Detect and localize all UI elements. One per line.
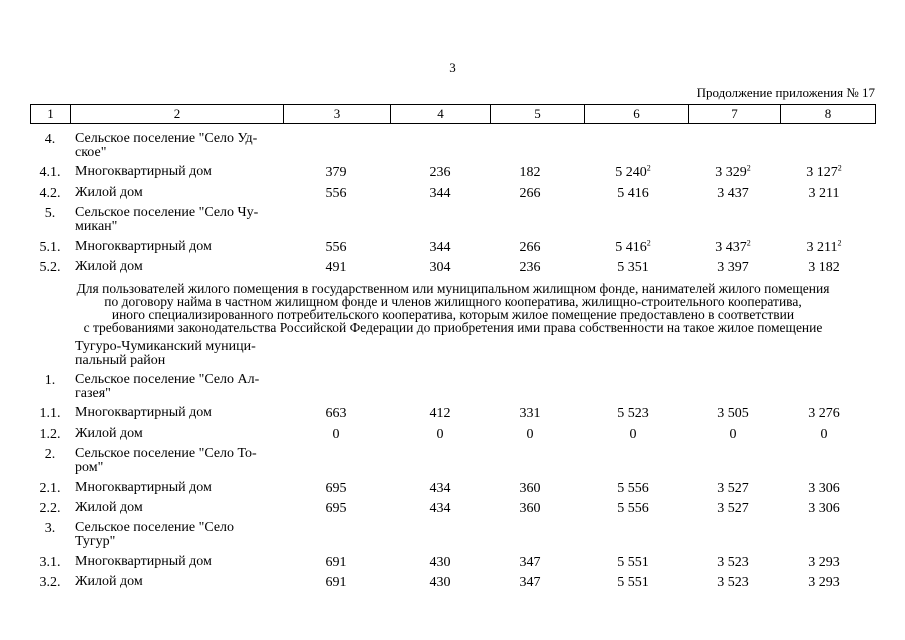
- row-value-col-8: [779, 406, 869, 422]
- row-value-col-8: [779, 186, 869, 202]
- cell-value: 266: [519, 186, 541, 201]
- cell-value: 5 416: [617, 186, 649, 201]
- row-number: 2.1.: [39, 481, 61, 496]
- cell-value: 5 240: [615, 165, 647, 180]
- header-col-4: 4: [391, 105, 491, 123]
- cell-value: 663: [325, 406, 347, 421]
- cell-value: 5 551: [617, 575, 649, 590]
- row-value-col-8: [779, 501, 869, 517]
- row-number: 3.2.: [39, 575, 61, 590]
- row-value-col-7: [688, 501, 778, 517]
- cell-value: 3 211: [806, 240, 838, 255]
- row-name: Жилой дом: [75, 500, 143, 515]
- table-row: [30, 165, 876, 185]
- row-value-col-7: [688, 186, 778, 202]
- header-col-2: 2: [71, 105, 284, 123]
- row-value-col-6: [588, 555, 678, 571]
- cell-value: 5 556: [617, 501, 649, 516]
- row-value-col-7: [688, 427, 778, 443]
- row-name: Сельское поселение "Село Тугур": [75, 520, 235, 549]
- cell-value: 430: [429, 555, 451, 570]
- row-value-col-6: [588, 575, 678, 591]
- table-row: [30, 427, 876, 447]
- row-value-col-5: [485, 501, 575, 517]
- cell-value: 236: [429, 165, 451, 180]
- row-value-col-4: [395, 575, 485, 591]
- row-value-col-3: [291, 555, 381, 571]
- row-value-col-8: [779, 165, 869, 181]
- table-row: [30, 186, 876, 206]
- cell-value: 360: [519, 481, 541, 496]
- row-value-col-3: [291, 406, 381, 422]
- header-col-6: 6: [585, 105, 689, 123]
- row-value-col-7: [688, 240, 778, 256]
- row-value-col-7: [688, 481, 778, 497]
- cell-value: 3 306: [808, 481, 840, 496]
- section-paragraph: [30, 282, 876, 334]
- header-col-5: 5: [491, 105, 585, 123]
- cell-value: 182: [519, 165, 541, 180]
- row-value-col-7: [688, 555, 778, 571]
- row-name: Сельское поселение "Село Ал- газея": [75, 372, 260, 401]
- row-value-col-3: [291, 186, 381, 202]
- row-name: Многоквартирный дом: [75, 239, 212, 254]
- row-number: 5.2.: [39, 260, 61, 275]
- row-name: Многоквартирный дом: [75, 480, 212, 495]
- cell-value: 3 211: [808, 186, 840, 201]
- row-value-col-6: [588, 240, 678, 256]
- row-number: 2.2.: [39, 501, 61, 516]
- row-name: Сельское поселение "Село Чу- микан": [75, 205, 259, 234]
- row-number: 4.2.: [39, 186, 61, 201]
- row-value-col-4: [395, 555, 485, 571]
- cell-value: 412: [429, 406, 451, 421]
- cell-value: 0: [820, 427, 828, 442]
- row-value-col-7: [688, 406, 778, 422]
- page-number: 3: [449, 60, 456, 75]
- row-value-col-3: [291, 481, 381, 497]
- cell-value: 695: [325, 501, 347, 516]
- footnote-marker: 2: [646, 238, 651, 248]
- table-row: [30, 240, 876, 260]
- footnote-marker: 2: [837, 238, 842, 248]
- row-name: Сельское поселение "Село То- ром": [75, 446, 257, 475]
- row-value-col-8: [779, 555, 869, 571]
- row-value-col-4: [395, 427, 485, 443]
- footnote-marker: 2: [837, 163, 842, 173]
- row-value-col-5: [485, 186, 575, 202]
- cell-value: 5 551: [617, 555, 649, 570]
- cell-value: 3 306: [808, 501, 840, 516]
- cell-value: 695: [325, 481, 347, 496]
- cell-value: 3 527: [717, 501, 749, 516]
- row-value-col-4: [395, 186, 485, 202]
- cell-value: 3 527: [717, 481, 749, 496]
- row-name: Жилой дом: [75, 574, 143, 589]
- row-name: Жилой дом: [75, 426, 143, 441]
- cell-value: 434: [429, 501, 451, 516]
- row-value-col-5: [485, 165, 575, 181]
- cell-value: 691: [325, 575, 347, 590]
- cell-value: 331: [519, 406, 541, 421]
- row-value-col-5: [485, 575, 575, 591]
- cell-value: 360: [519, 501, 541, 516]
- row-value-col-3: [291, 165, 381, 181]
- row-value-col-5: [485, 240, 575, 256]
- row-number: 4.: [44, 132, 56, 147]
- footnote-marker: 2: [646, 163, 651, 173]
- cell-value: 266: [519, 240, 541, 255]
- row-number: 5.1.: [39, 240, 61, 255]
- row-value-col-4: [395, 165, 485, 181]
- row-number: 3.1.: [39, 555, 61, 570]
- row-value-col-6: [588, 186, 678, 202]
- table-row: [30, 339, 876, 368]
- table-row: [30, 406, 876, 426]
- row-value-col-5: [485, 427, 575, 443]
- cell-value: 236: [519, 260, 541, 275]
- table-row: [30, 575, 876, 595]
- row-name: Многоквартирный дом: [75, 554, 212, 569]
- footnote-marker: 2: [746, 163, 751, 173]
- row-number: 1.2.: [39, 427, 61, 442]
- row-value-col-5: [485, 481, 575, 497]
- row-value-col-4: [395, 501, 485, 517]
- cell-value: 556: [325, 240, 347, 255]
- table-row: [30, 205, 876, 234]
- row-value-col-5: [485, 260, 575, 276]
- row-name: Жилой дом: [75, 185, 143, 200]
- cell-value: 3 127: [806, 165, 838, 180]
- row-value-col-6: [588, 501, 678, 517]
- table-row: [30, 131, 876, 160]
- row-value-col-3: [291, 501, 381, 517]
- row-name: Сельское поселение "Село Уд- ское": [75, 131, 258, 160]
- cell-value: 3 329: [715, 165, 747, 180]
- cell-value: 3 397: [717, 260, 749, 275]
- header-col-1: 1: [31, 105, 71, 123]
- cell-value: 0: [526, 427, 534, 442]
- row-value-col-8: [779, 240, 869, 256]
- cell-value: 556: [325, 186, 347, 201]
- paragraph-line: Для пользователей жилого помещения в государственном или муниципальном жилищном фонде, нанимателей жилого помещения: [76, 281, 830, 296]
- cell-value: 3 523: [717, 555, 749, 570]
- table-row: [30, 446, 876, 475]
- row-value-col-3: [291, 240, 381, 256]
- row-value-col-8: [779, 575, 869, 591]
- row-number: 3.: [44, 521, 56, 536]
- cell-value: 3 276: [808, 406, 840, 421]
- row-number: 5.: [44, 206, 56, 221]
- cell-value: 5 556: [617, 481, 649, 496]
- cell-value: 0: [436, 427, 444, 442]
- header-col-3: 3: [284, 105, 391, 123]
- row-value-col-6: [588, 406, 678, 422]
- cell-value: 304: [429, 260, 451, 275]
- cell-value: 5 523: [617, 406, 649, 421]
- row-value-col-8: [779, 260, 869, 276]
- cell-value: 3 523: [717, 575, 749, 590]
- cell-value: 3 293: [808, 555, 840, 570]
- table-row: [30, 372, 876, 401]
- cell-value: 0: [629, 427, 637, 442]
- row-value-col-5: [485, 555, 575, 571]
- row-value-col-7: [688, 165, 778, 181]
- row-number: 2.: [44, 447, 56, 462]
- paragraph-line: по договору найма в частном жилищном фонде и членов жилищного кооператива, жилищно-строительного кооператива,: [104, 294, 802, 309]
- row-value-col-6: [588, 481, 678, 497]
- cell-value: 347: [519, 555, 541, 570]
- cell-value: 5 351: [617, 260, 649, 275]
- cell-value: 3 437: [717, 186, 749, 201]
- row-value-col-3: [291, 575, 381, 591]
- footnote-marker: 2: [746, 238, 751, 248]
- cell-value: 3 182: [808, 260, 840, 275]
- table-row: [30, 555, 876, 575]
- row-value-col-3: [291, 260, 381, 276]
- row-value-col-4: [395, 240, 485, 256]
- row-name: Жилой дом: [75, 259, 143, 274]
- cell-value: 434: [429, 481, 451, 496]
- row-number: 1.: [44, 373, 56, 388]
- row-number: 4.1.: [39, 165, 61, 180]
- cell-value: 0: [729, 427, 737, 442]
- cell-value: 691: [325, 555, 347, 570]
- row-value-col-3: [291, 427, 381, 443]
- paragraph-line: иного специализированного потребительского кооператива, которым жилое помещение предоставлено в соответствии: [111, 307, 795, 322]
- table-row: [30, 260, 876, 280]
- row-value-col-6: [588, 427, 678, 443]
- paragraph-line: с требованиями законодательства Российской Федерации до приобретения ими права собственности на такое жилое помещение: [83, 320, 823, 335]
- cell-value: 3 293: [808, 575, 840, 590]
- cell-value: 491: [325, 260, 347, 275]
- table-row: [30, 481, 876, 501]
- row-value-col-8: [779, 481, 869, 497]
- row-value-col-4: [395, 406, 485, 422]
- table-row: [30, 520, 876, 549]
- table-header: [30, 104, 876, 124]
- cell-value: 347: [519, 575, 541, 590]
- cell-value: 430: [429, 575, 451, 590]
- row-name: Многоквартирный дом: [75, 164, 212, 179]
- continuation-note: Продолжение приложения № 17: [696, 85, 875, 100]
- cell-value: 3 505: [717, 406, 749, 421]
- table-row: [30, 501, 876, 521]
- row-number: 1.1.: [39, 406, 61, 421]
- row-value-col-7: [688, 260, 778, 276]
- row-value-col-7: [688, 575, 778, 591]
- row-value-col-4: [395, 481, 485, 497]
- row-name: Тугуро-Чумиканский муници- пальный район: [75, 339, 256, 368]
- cell-value: 344: [429, 186, 451, 201]
- cell-value: 0: [332, 427, 340, 442]
- row-value-col-6: [588, 165, 678, 181]
- row-value-col-4: [395, 260, 485, 276]
- cell-value: 5 416: [615, 240, 647, 255]
- cell-value: 344: [429, 240, 451, 255]
- cell-value: 379: [325, 165, 347, 180]
- header-col-7: 7: [689, 105, 781, 123]
- cell-value: 3 437: [715, 240, 747, 255]
- row-value-col-5: [485, 406, 575, 422]
- row-value-col-8: [779, 427, 869, 443]
- row-name: Многоквартирный дом: [75, 405, 212, 420]
- header-col-8: 8: [824, 106, 832, 121]
- row-value-col-6: [588, 260, 678, 276]
